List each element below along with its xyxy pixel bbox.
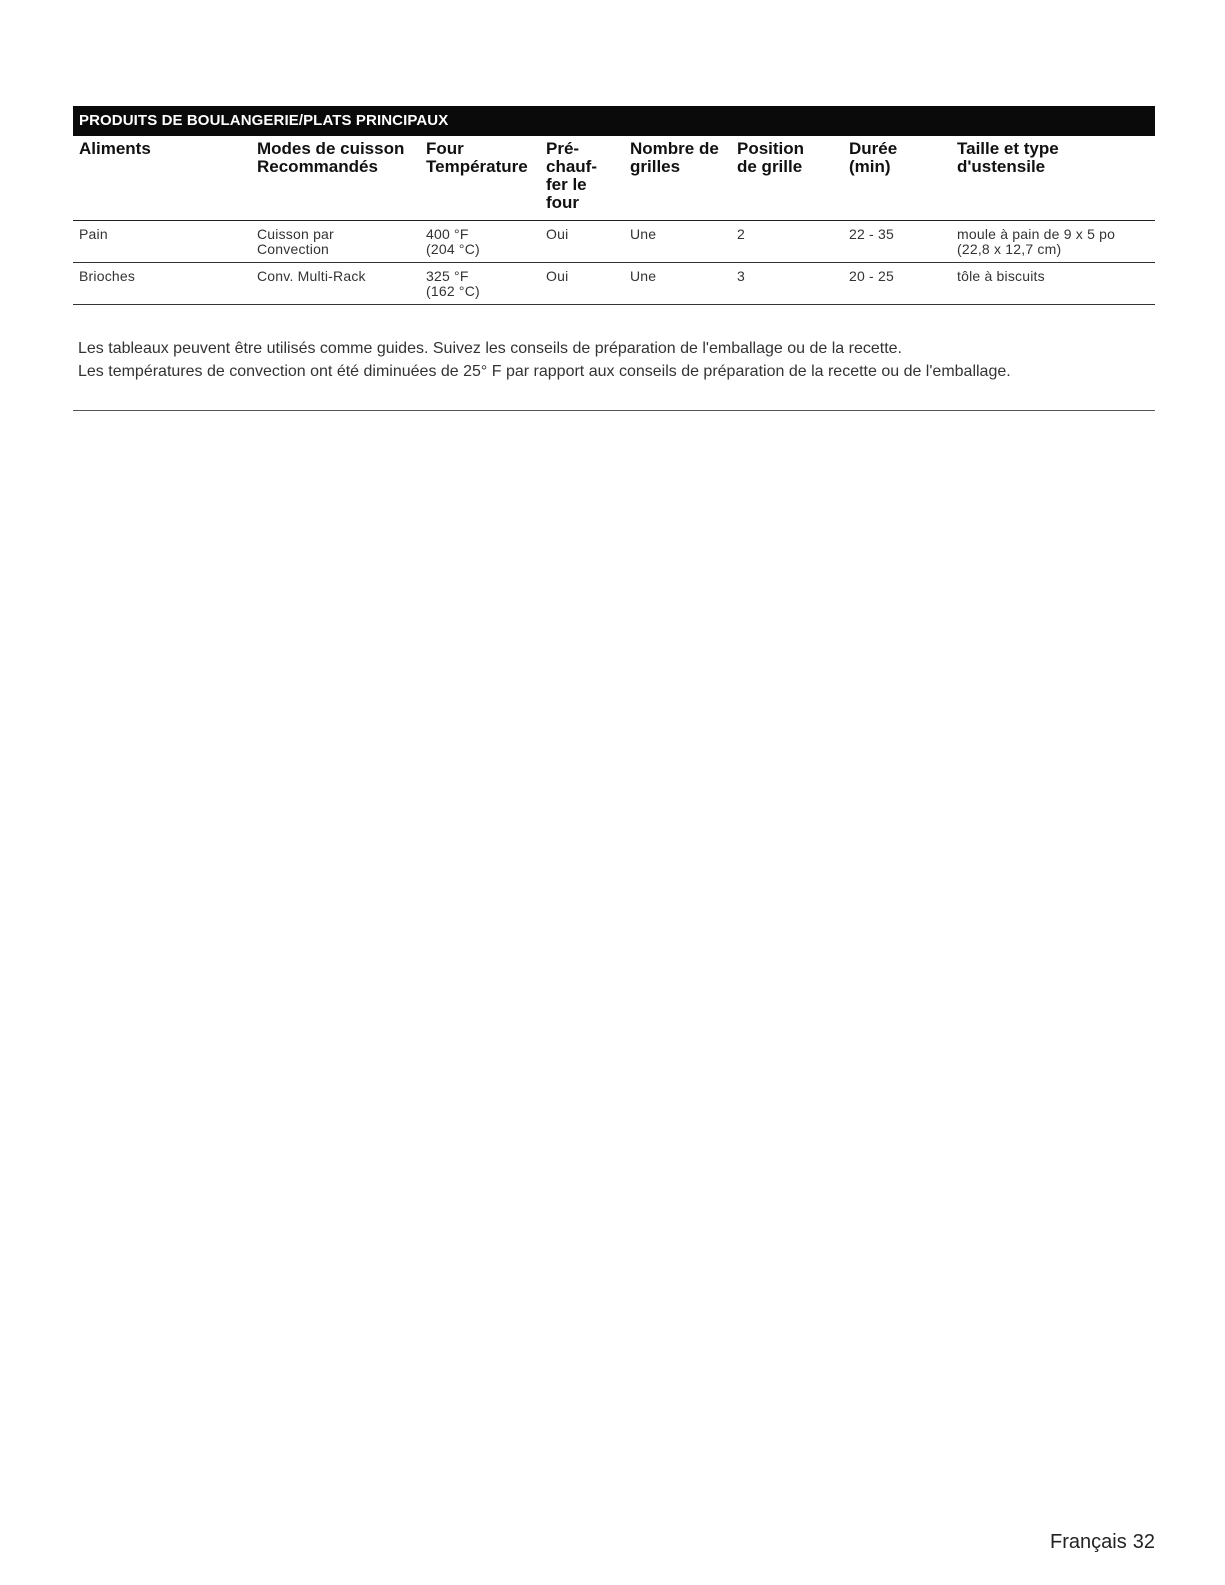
note-guides: Les tableaux peuvent être utilisés comme guides. Suivez les conseils de préparation de l'emballage ou de la recette.	[78, 340, 902, 357]
cell-ustensile	[951, 263, 1155, 305]
cell-line: Convection	[257, 241, 330, 257]
header-line: four	[546, 193, 580, 212]
cooking-table-section	[73, 106, 1155, 305]
cell-aliment	[73, 221, 251, 263]
footer-language: Français	[1050, 1531, 1127, 1553]
cell-line: (22,8 x 12,7 cm)	[957, 241, 1062, 257]
cell-position-grille	[731, 221, 843, 263]
cell-line: 3	[737, 268, 745, 284]
cell-line: Conv. Multi-Rack	[257, 268, 366, 284]
header-taille-ustensile	[951, 136, 1155, 221]
table-row	[73, 263, 1155, 305]
header-nombre-grilles	[624, 136, 731, 221]
cell-line: Oui	[546, 268, 569, 284]
cell-ustensile	[951, 221, 1155, 263]
notes	[78, 337, 1158, 383]
cell-temperature	[420, 221, 540, 263]
table-header-row	[73, 136, 1155, 221]
note-convection-temperatures: Les températures de convection ont été diminuées de 25° F par rapport aux conseils de préparation de la recette ou de l'emballage.	[78, 363, 1011, 380]
cell-line: 400 °F	[426, 226, 469, 242]
divider	[73, 410, 1155, 411]
header-position-grille	[731, 136, 843, 221]
header-line: grilles	[630, 157, 681, 176]
cell-line: Une	[630, 268, 657, 284]
cell-line: (204 °C)	[426, 241, 480, 257]
header-line: Pré-	[546, 139, 580, 158]
cell-aliment	[73, 263, 251, 305]
cell-nombre-grilles	[624, 263, 731, 305]
cell-line: tôle à biscuits	[957, 268, 1045, 284]
header-line: d'ustensile	[957, 157, 1046, 176]
header-line: de grille	[737, 157, 803, 176]
cell-duree	[843, 221, 951, 263]
header-four-temperature	[420, 136, 540, 221]
header-line: Nombre de	[630, 139, 719, 158]
cell-line: Cuisson par	[257, 226, 334, 242]
cell-prechauffer	[540, 221, 624, 263]
cell-line: 22 - 35	[849, 226, 894, 242]
header-line: Recommandés	[257, 157, 378, 176]
section-title: PRODUITS DE BOULANGERIE/PLATS PRINCIPAUX	[73, 106, 1155, 136]
header-line: fer le	[546, 175, 587, 194]
header-duree	[843, 136, 951, 221]
header-aliments	[73, 136, 251, 221]
header-modes-cuisson	[251, 136, 420, 221]
cooking-table	[73, 136, 1155, 305]
cell-line: Brioches	[79, 268, 136, 284]
table-body	[73, 221, 1155, 305]
page-footer	[1000, 1531, 1155, 1554]
cell-mode-cuisson	[251, 263, 420, 305]
cell-line: (162 °C)	[426, 283, 480, 299]
header-line: Modes de cuisson	[257, 139, 405, 158]
table-row	[73, 221, 1155, 263]
cell-temperature	[420, 263, 540, 305]
header-line: Température	[426, 157, 528, 176]
header-line: Taille et type	[957, 139, 1059, 158]
header-line: Four	[426, 139, 464, 158]
header-line: Position	[737, 139, 805, 158]
cell-position-grille	[731, 263, 843, 305]
cell-line: 20 - 25	[849, 268, 894, 284]
cell-prechauffer	[540, 263, 624, 305]
header-line: chauf-	[546, 157, 597, 176]
cell-line: 325 °F	[426, 268, 469, 284]
cell-line: Pain	[79, 226, 108, 242]
cell-mode-cuisson	[251, 221, 420, 263]
header-line: (min)	[849, 157, 891, 176]
cell-nombre-grilles	[624, 221, 731, 263]
header-prechauffer	[540, 136, 624, 221]
cell-line: Une	[630, 226, 657, 242]
cell-duree	[843, 263, 951, 305]
page-number: 32	[1132, 1531, 1155, 1553]
header-line: Durée	[849, 139, 898, 158]
cell-line: moule à pain de 9 x 5 po	[957, 226, 1116, 242]
header-line: Aliments	[79, 139, 151, 158]
cell-line: 2	[737, 226, 745, 242]
cell-line: Oui	[546, 226, 569, 242]
